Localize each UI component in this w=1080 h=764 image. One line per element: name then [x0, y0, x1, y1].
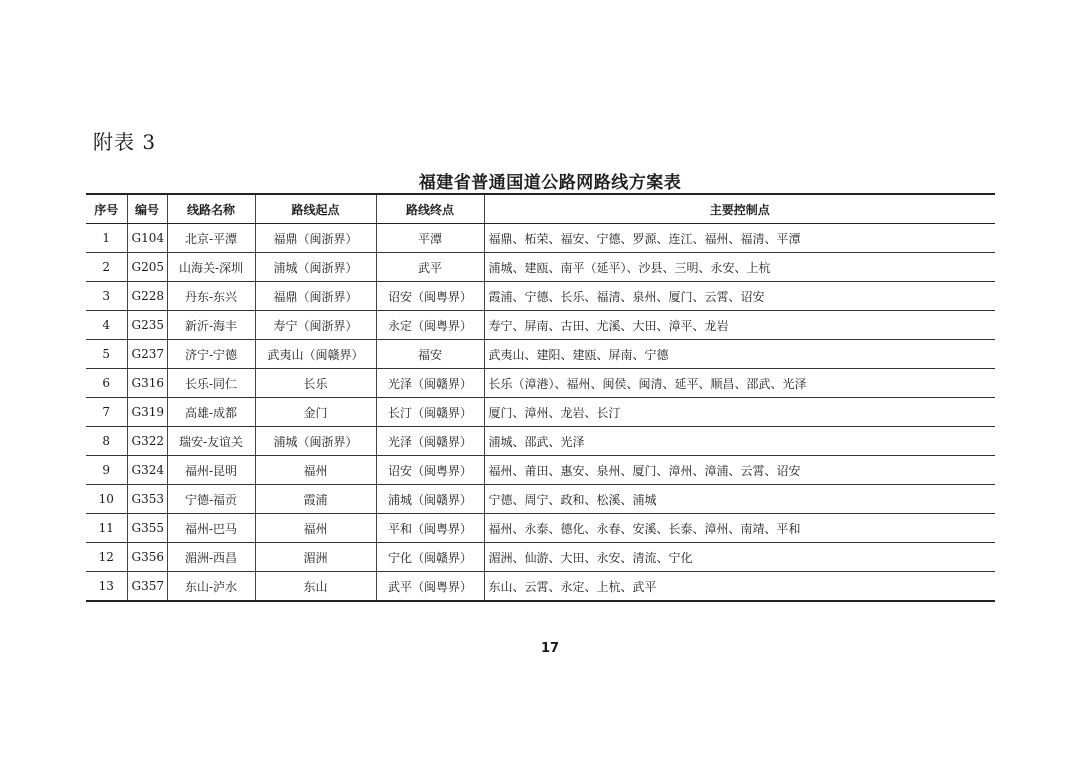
- cell-end: 光泽（闽赣界）: [376, 427, 484, 456]
- cell-control-points: 寿宁、屏南、古田、尤溪、大田、漳平、龙岩: [484, 311, 995, 340]
- cell-control-points: 福州、莆田、惠安、泉州、厦门、漳州、漳浦、云霄、诏安: [484, 456, 995, 485]
- cell-end: 长汀（闽赣界）: [376, 398, 484, 427]
- cell-index: 6: [86, 369, 127, 398]
- cell-control-points: 霞浦、宁德、长乐、福清、泉州、厦门、云霄、诏安: [484, 282, 995, 311]
- cell-code: G353: [127, 485, 167, 514]
- cell-code: G355: [127, 514, 167, 543]
- cell-start: 东山: [255, 572, 376, 602]
- cell-end: 武平（闽粤界）: [376, 572, 484, 602]
- cell-code: G316: [127, 369, 167, 398]
- cell-control-points: 福州、永泰、德化、永春、安溪、长泰、漳州、南靖、平和: [484, 514, 995, 543]
- table-row: [86, 253, 995, 282]
- cell-code: G237: [127, 340, 167, 369]
- cell-code: G356: [127, 543, 167, 572]
- cell-route-name: 丹东-东兴: [167, 282, 255, 311]
- cell-route-name: 福州-巴马: [167, 514, 255, 543]
- table-row: [86, 340, 995, 369]
- cell-route-name: 北京-平潭: [167, 224, 255, 253]
- cell-route-name: 长乐-同仁: [167, 369, 255, 398]
- cell-end: 平和（闽粤界）: [376, 514, 484, 543]
- cell-end: 诏安（闽粤界）: [376, 282, 484, 311]
- cell-control-points: 东山、云霄、永定、上杭、武平: [484, 572, 995, 602]
- cell-start: 福鼎（闽浙界）: [255, 224, 376, 253]
- cell-route-name: 东山-泸水: [167, 572, 255, 602]
- cell-start: 福州: [255, 456, 376, 485]
- cell-index: 4: [86, 311, 127, 340]
- cell-control-points: 湄洲、仙游、大田、永安、清流、宁化: [484, 543, 995, 572]
- cell-end: 永定（闽粤界）: [376, 311, 484, 340]
- cell-start: 金门: [255, 398, 376, 427]
- cell-start: 寿宁（闽浙界）: [255, 311, 376, 340]
- table-row: [86, 572, 995, 602]
- cell-route-name: 山海关-深圳: [167, 253, 255, 282]
- cell-route-name: 济宁-宁德: [167, 340, 255, 369]
- cell-start: 长乐: [255, 369, 376, 398]
- cell-start: 福州: [255, 514, 376, 543]
- cell-code: G322: [127, 427, 167, 456]
- cell-end: 光泽（闽赣界）: [376, 369, 484, 398]
- cell-index: 11: [86, 514, 127, 543]
- cell-index: 2: [86, 253, 127, 282]
- table-header-row: [86, 194, 995, 224]
- cell-code: G357: [127, 572, 167, 602]
- cell-index: 1: [86, 224, 127, 253]
- cell-start: 湄洲: [255, 543, 376, 572]
- table-row: [86, 456, 995, 485]
- cell-control-points: 厦门、漳州、龙岩、长汀: [484, 398, 995, 427]
- table-row: [86, 311, 995, 340]
- table-row: [86, 485, 995, 514]
- cell-end: 浦城（闽赣界）: [376, 485, 484, 514]
- table-row: [86, 514, 995, 543]
- cell-code: G235: [127, 311, 167, 340]
- col-header-code: 编号: [127, 194, 167, 224]
- cell-control-points: 浦城、邵武、光泽: [484, 427, 995, 456]
- cell-control-points: 宁德、周宁、政和、松溪、浦城: [484, 485, 995, 514]
- col-header-index: 序号: [86, 194, 127, 224]
- table-row: [86, 427, 995, 456]
- table-row: [86, 543, 995, 572]
- col-header-start: 路线起点: [255, 194, 376, 224]
- cell-route-name: 福州-昆明: [167, 456, 255, 485]
- cell-index: 12: [86, 543, 127, 572]
- cell-index: 7: [86, 398, 127, 427]
- table-title: 福建省普通国道公路网路线方案表: [418, 173, 682, 193]
- cell-route-name: 高雄-成都: [167, 398, 255, 427]
- cell-index: 10: [86, 485, 127, 514]
- table-row: [86, 398, 995, 427]
- cell-code: G104: [127, 224, 167, 253]
- cell-code: G319: [127, 398, 167, 427]
- cell-start: 霞浦: [255, 485, 376, 514]
- cell-end: 平潭: [376, 224, 484, 253]
- cell-code: G324: [127, 456, 167, 485]
- cell-start: 武夷山（闽赣界）: [255, 340, 376, 369]
- cell-end: 福安: [376, 340, 484, 369]
- table-row: [86, 224, 995, 253]
- cell-end: 诏安（闽粤界）: [376, 456, 484, 485]
- col-header-route-name: 线路名称: [167, 194, 255, 224]
- cell-start: 浦城（闽浙界）: [255, 427, 376, 456]
- cell-start: 福鼎（闽浙界）: [255, 282, 376, 311]
- cell-index: 3: [86, 282, 127, 311]
- cell-index: 8: [86, 427, 127, 456]
- routes-table: [86, 193, 995, 602]
- cell-control-points: 浦城、建瓯、南平（延平）、沙县、三明、永安、上杭: [484, 253, 995, 282]
- appendix-label: 附表 3: [93, 130, 157, 154]
- cell-control-points: 长乐（漳港）、福州、闽侯、闽清、延平、顺昌、邵武、光泽: [484, 369, 995, 398]
- cell-route-name: 新沂-海丰: [167, 311, 255, 340]
- table-row: [86, 369, 995, 398]
- cell-end: 武平: [376, 253, 484, 282]
- cell-start: 浦城（闽浙界）: [255, 253, 376, 282]
- cell-end: 宁化（闽赣界）: [376, 543, 484, 572]
- table-row: [86, 282, 995, 311]
- cell-route-name: 湄洲-西昌: [167, 543, 255, 572]
- cell-route-name: 宁德-福贡: [167, 485, 255, 514]
- page-number: 17: [540, 641, 560, 656]
- cell-index: 9: [86, 456, 127, 485]
- cell-code: G205: [127, 253, 167, 282]
- cell-control-points: 福鼎、柘荣、福安、宁德、罗源、连江、福州、福清、平潭: [484, 224, 995, 253]
- cell-control-points: 武夷山、建阳、建瓯、屏南、宁德: [484, 340, 995, 369]
- col-header-end: 路线终点: [376, 194, 484, 224]
- cell-index: 13: [86, 572, 127, 602]
- cell-route-name: 瑞安-友谊关: [167, 427, 255, 456]
- cell-index: 5: [86, 340, 127, 369]
- col-header-control-points: 主要控制点: [484, 194, 995, 224]
- cell-code: G228: [127, 282, 167, 311]
